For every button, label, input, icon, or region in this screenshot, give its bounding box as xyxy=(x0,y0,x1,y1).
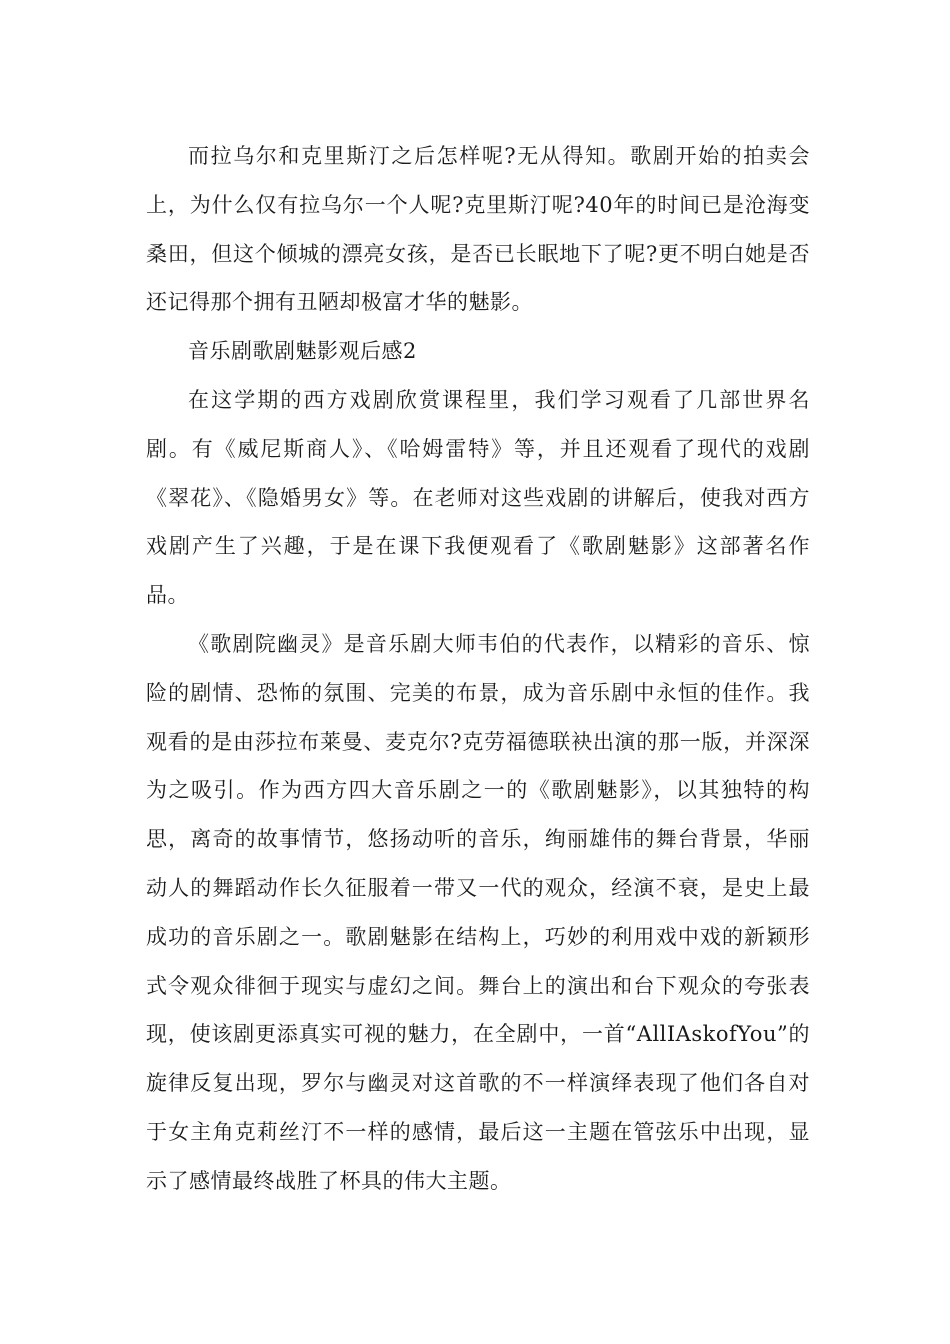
document-body xyxy=(146,132,810,1206)
paragraph-2: 在这学期的西方戏剧欣赏课程里，我们学习观看了几部世界名剧。有《威尼斯商人》、《哈姆雷特》等，并且还观看了现代的戏剧《翠花》、《隐婚男女》等。在老师对这些戏剧的讲解后，使我对西方戏剧产生了兴趣，于是在课下我便观看了《歌剧魅影》这部著名作品。 xyxy=(146,387,810,608)
section-heading: 音乐剧歌剧魅影观后感2 xyxy=(188,339,417,364)
paragraph-1: 而拉乌尔和克里斯汀之后怎样呢?无从得知。歌剧开始的拍卖会上，为什么仅有拉乌尔一个人呢?克里斯汀呢?40年的时间已是沧海变桑田，但这个倾城的漂亮女孩，是否已长眠地下了呢?更不明白她是否还记得那个拥有丑陋却极富才华的魅影。 xyxy=(146,144,810,315)
paragraph-3: 《歌剧院幽灵》是音乐剧大师韦伯的代表作，以精彩的音乐、惊险的剧情、恐怖的氛围、完美的布景，成为音乐剧中永恒的佳作。我观看的是由莎拉布莱曼、麦克尔?克劳福德联袂出演的那一版，并深深为之吸引。作为西方四大音乐剧之一的《歌剧魅影》，以其独特的构思，离奇的故事情节，悠扬动听的音乐，绚丽雄伟的舞台背景，华丽动人的舞蹈动作长久征服着一带又一代的观众，经演不衰，是史上最成功的音乐剧之一。歌剧魅影在结构上，巧妙的利用戏中戏的新颖形式令观众徘徊于现实与虚幻之间。舞台上的演出和台下观众的夸张表现，使该剧更添真实可视的魅力，在全剧中，一首“AllIAskofYou”的旋律反复出现，罗尔与幽灵对这首歌的不一样演绎表现了他们各自对于女主角克莉丝汀不一样的感情，最后这一主题在管弦乐中出现，显示了感情最终战胜了杯具的伟大主题。 xyxy=(146,631,810,1193)
